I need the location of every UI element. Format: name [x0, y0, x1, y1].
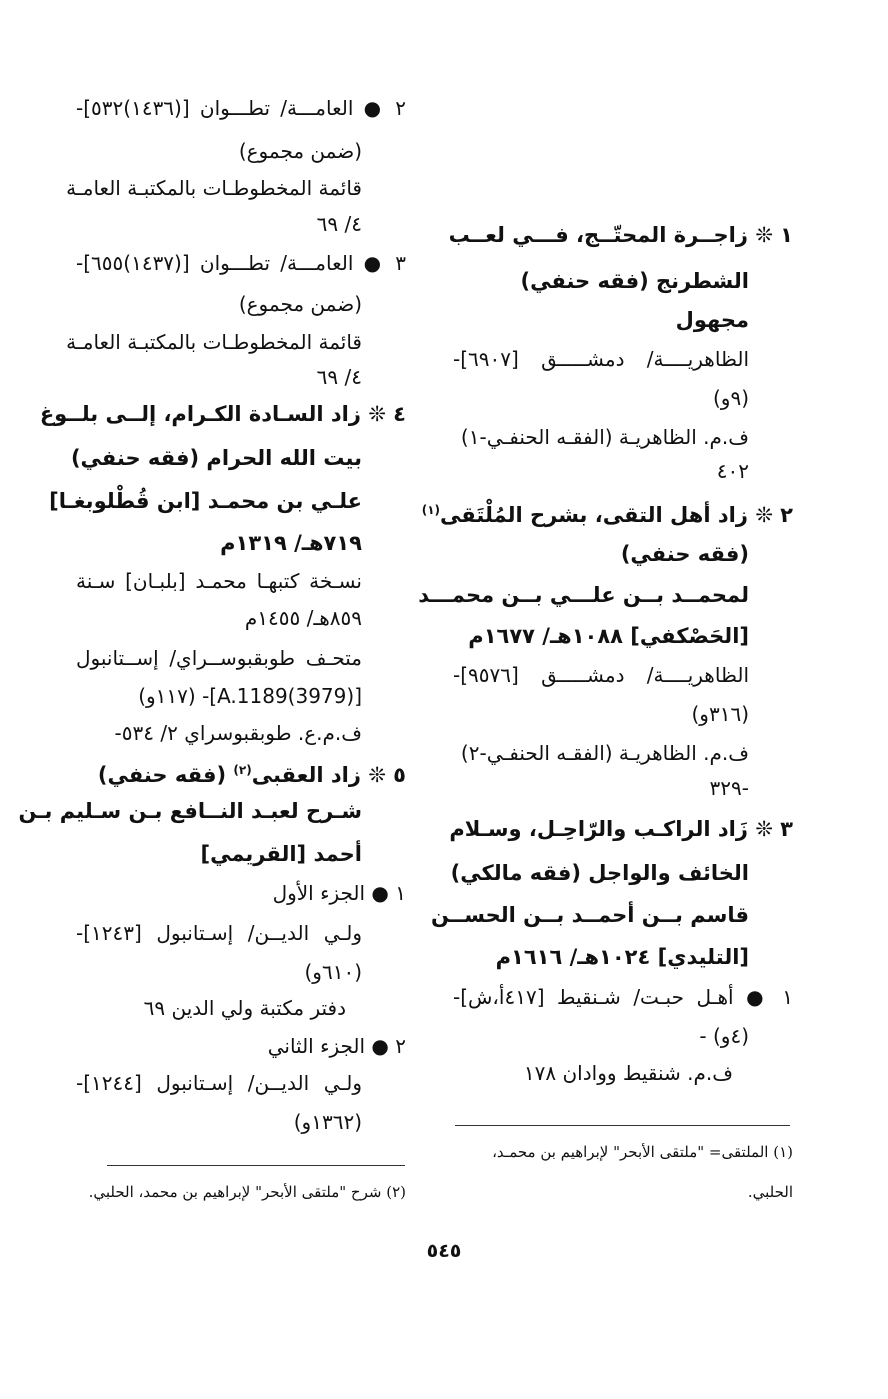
left-column-line — [49, 488, 362, 514]
left-column-line-text: بيت الله الحرام (فقه حنفي) — [70, 446, 362, 470]
left-column-line — [239, 138, 362, 164]
right-column-line-text: الظاهريــــة/ دمشـــــق [٦٩٠٧]- — [453, 347, 749, 371]
left-column-line-text: (ضمن مجموع) — [238, 292, 362, 316]
right-column-line-text: [التليدي] ١٠٢٤هـ/ ١٦١٦م — [495, 945, 749, 969]
left-column-line-tail: (فقه حنفي) — [97, 763, 234, 787]
left-column-line-text: أحمد [القريمي] — [200, 842, 362, 866]
right-column-line-text: ٤٠٢ — [716, 459, 749, 483]
right-column-line — [496, 944, 749, 970]
right-column-line-text: (فقه حنفي) — [620, 542, 749, 566]
left-column-line-text: (١٣٦٢و) — [293, 1110, 362, 1134]
page-number: ٥٤٥ — [426, 1240, 462, 1262]
right-column-line — [449, 816, 793, 842]
right-column-line-text: الشطرنج (فقه حنفي) — [520, 269, 749, 293]
left-column-line — [273, 880, 406, 906]
left-column-line — [304, 959, 362, 985]
left-column-line-text: علـي بن محمـد [ابن قُطْلوبغـا] — [49, 489, 362, 513]
footnote-marker: (٢) — [233, 763, 252, 777]
left-column-line — [245, 605, 362, 631]
left-column-line — [294, 1109, 362, 1135]
right-column-line-text: لمحمــد بــن علـــي بــن محمـــد — [418, 583, 749, 607]
footnote-left: (٢) شرح "ملتقى الأبحر" لإبراهيم بن محمد، الحلبي. — [88, 1183, 406, 1201]
left-column-line — [317, 211, 362, 237]
left-column-line — [115, 720, 362, 746]
right-column-line-text: قاسم بــن أحمــد بــن الحســن — [430, 903, 749, 927]
right-column-line — [713, 385, 749, 411]
left-column-line — [317, 364, 362, 390]
left-column-line-text: متحـف طوبقبوســراي/ إســتانبول — [76, 646, 362, 670]
right-column-line-text: (٤و) - — [699, 1024, 749, 1048]
left-column-line-text: شـرح لعبـد النــافع بـن سـليم بـن — [18, 799, 362, 823]
left-column-line — [66, 175, 362, 201]
left-column-line — [200, 841, 362, 867]
right-column-line-text: -٣٢٩ — [709, 776, 749, 800]
right-column-line-text: ف.م. الظاهريـة (الفقـه الحنفـي-٢) — [460, 741, 749, 765]
left-column-line-text: ٢ ● العامـــة/ تطـــوان [(١٤٣٦)٥٣٢]- — [76, 96, 406, 120]
footnote-right-line-2: الحلبي. — [747, 1183, 793, 1201]
left-column-line — [18, 798, 362, 824]
footnote-right-line-1: (١) الملتقى= "ملتقى الأبحر" لإبراهيم بن محمـد، — [492, 1143, 793, 1161]
left-column-line-text: ١ ● الجزء الأول — [272, 881, 406, 905]
footnote-rule-left — [107, 1165, 405, 1166]
right-column-line-text: مجهول — [675, 308, 749, 332]
right-column-line — [521, 268, 749, 294]
right-column-line — [710, 775, 749, 801]
right-column-line — [422, 497, 793, 528]
left-column-line-text: ٣ ● العامـــة/ تطـــوان [(١٤٣٧)٦٥٥]- — [76, 251, 406, 275]
left-column-line-text: [A.1189(3979)]- (١١٧و) — [138, 684, 362, 708]
left-column-line-text: نسـخة كتبهـا محمـد [بلبـان] سـنة — [76, 569, 362, 593]
left-column-line — [76, 250, 406, 276]
left-column-line — [76, 568, 362, 594]
right-column-line-text: ٢ ❊ زاد أهل التقى، بشرح المُلْتَقى — [440, 503, 793, 527]
left-column-line-text: (ضمن مجموع) — [238, 139, 362, 163]
left-column-line-text: ٨٥٩هـ/ ١٤٥٥م — [244, 606, 362, 630]
footnote-rule-right — [455, 1125, 790, 1126]
left-column-line-text: ٤/ ٦٩ — [316, 365, 362, 389]
right-column-line — [621, 541, 749, 567]
left-column-line-text: ٥ ❊ زاد العقبى — [251, 763, 406, 787]
right-column-line — [453, 984, 793, 1010]
left-column-line — [138, 683, 362, 709]
right-column-line — [691, 701, 749, 727]
right-column-line — [699, 1023, 749, 1049]
right-column-line-text: الخائف والواجل (فقه مالكي) — [450, 861, 749, 885]
right-column-line-text: (٩و) — [712, 386, 749, 410]
right-column-line-text: الظاهريــــة/ دمشـــــق [٩٥٧٦]- — [453, 663, 749, 687]
right-column-line — [430, 902, 749, 928]
right-column-line-text: [الحَصْكفي] ١٠٨٨هـ/ ١٦٧٧م — [468, 624, 749, 648]
left-column-line-text: دفتر مكتبة ولي الدين ٦٩ — [143, 996, 346, 1020]
left-column-line — [66, 329, 362, 355]
left-column-line — [76, 920, 362, 946]
left-column-line — [76, 95, 406, 121]
left-column-line — [76, 1070, 362, 1096]
left-column-line-text: ولـي الديــن/ إسـتانبول [١٢٤٤]- — [76, 1071, 362, 1095]
right-column-line — [418, 582, 749, 608]
right-column-line — [461, 740, 749, 766]
left-column-line-text: قائمة المخطوطـات بالمكتبـة العامـة — [66, 176, 362, 200]
right-column-line — [453, 346, 749, 372]
left-column-line — [98, 757, 406, 788]
right-column-line-text: ١ ❊ زاجــرة المحتّــج، فـــي لعــب — [448, 223, 793, 247]
left-column-line — [71, 445, 362, 471]
right-column-line-text: ف.م. الظاهريـة (الفقـه الحنفـي-١) — [460, 425, 749, 449]
right-column-line — [524, 1060, 733, 1086]
right-column-line-text: ١ ● أهـل حبـت/ شـنقيط [٤١٧أ،ش]- — [453, 985, 793, 1009]
right-column-line — [451, 860, 749, 886]
left-column-line — [76, 645, 362, 671]
left-column-line-text: قائمة المخطوطـات بالمكتبـة العامـة — [66, 330, 362, 354]
right-column-line — [676, 307, 749, 333]
right-column-line-text: ف.م. شنقيط ووادان ١٧٨ — [523, 1061, 733, 1085]
right-column-line — [448, 222, 793, 248]
left-column-line — [39, 401, 406, 427]
footnote-marker: (١) — [421, 503, 441, 517]
right-column-line-text: (٣١٦و) — [691, 702, 749, 726]
left-column-line-text: ولـي الديــن/ إسـتانبول [١٢٤٣]- — [76, 921, 362, 945]
right-column-line — [461, 424, 749, 450]
left-column-line — [239, 291, 362, 317]
left-column-line-text: ٧١٩هـ/ ١٣١٩م — [220, 531, 362, 555]
right-column-line — [717, 458, 749, 484]
right-column-line — [453, 662, 749, 688]
right-column-line-text: ٣ ❊ زَاد الراكـب والرّاحِـل، وسـلام — [449, 817, 793, 841]
left-column-line — [144, 995, 346, 1021]
left-column-line-text: ٢ ● الجزء الثاني — [267, 1034, 406, 1058]
left-column-line-text: ٤/ ٦٩ — [316, 212, 362, 236]
left-column-line-text: ٤ ❊ زاد السـادة الكـرام، إلــى بلــوغ — [39, 402, 406, 426]
left-column-line-text: (٦١٠و) — [304, 960, 362, 984]
left-column-line — [220, 530, 362, 556]
left-column-line — [268, 1033, 406, 1059]
left-column-line-text: ف.م.ع. طوبقبوسراي ٢/ ٥٣٤- — [114, 721, 362, 745]
right-column-line — [468, 623, 749, 649]
